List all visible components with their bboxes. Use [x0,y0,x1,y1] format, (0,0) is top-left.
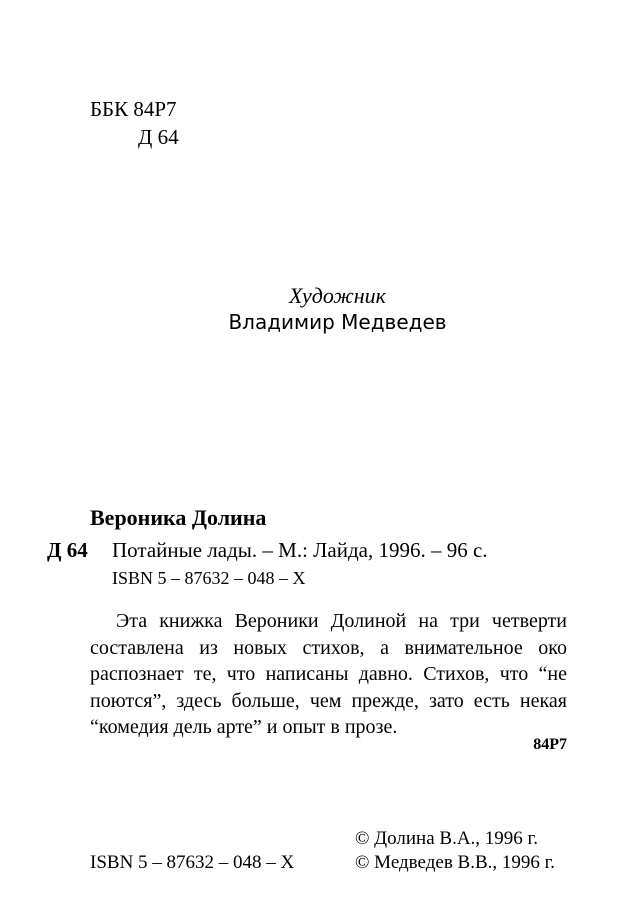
copyright-author: © Долина В.А., 1996 г. [355,828,538,849]
bbk-classification: ББК 84Р7 [90,97,177,121]
copyright-artist: © Медведев В.В., 1996 г. [355,852,556,873]
bibliographic-entry: Потайные лады. – М.: Лайда, 1996. – 96 с. [112,538,488,562]
artist-role: Художник [289,283,386,308]
bibliographic-code: Д 64 [47,538,88,562]
book-author: Вероника Долина [90,505,267,530]
artist-name: Владимир Медведев [228,310,447,334]
author-mark: Д 64 [138,125,179,149]
footer-isbn: ISBN 5 – 87632 – 048 – X [90,852,295,873]
bibliographic-isbn: ISBN 5 – 87632 – 048 – X [112,568,306,588]
bbk-index: 84Р7 [533,736,567,753]
annotation-text: Эта книжка Вероники Долиной на три четверти составлена из новых стихов, а внимательное око распознает те, что написаны давно. Стихов, что “не поются”, здесь больше, чем прежде, зато есть некая “комедия дель арте” и опыт в прозе. [90,610,567,738]
